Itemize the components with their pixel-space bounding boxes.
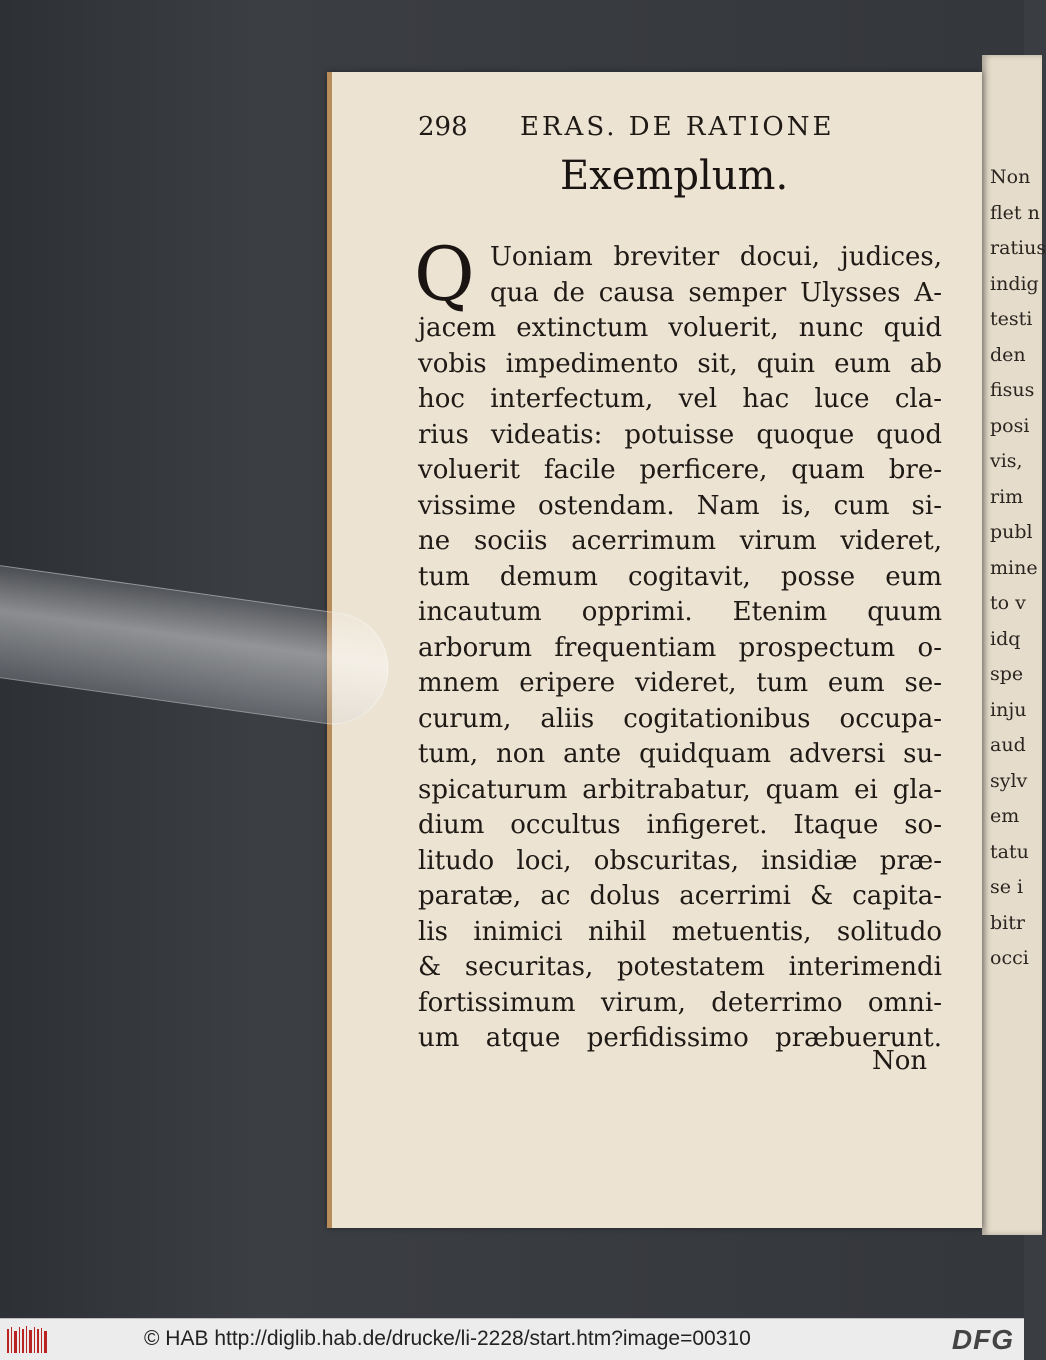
body-text bbox=[418, 240, 942, 1057]
next-page-fragment: testi bbox=[990, 308, 1033, 330]
text-line: jacem extinctum voluerit, nunc quid bbox=[418, 313, 942, 343]
next-page-fragment: sylv bbox=[990, 769, 1028, 792]
text-line: vissime ostendam. Nam is, cum si- bbox=[418, 490, 942, 521]
next-page-fragment: bitr bbox=[990, 911, 1025, 934]
library-barcode-icon bbox=[6, 1325, 48, 1355]
text-line: fortissimum virum, deterrimo omni- bbox=[418, 987, 942, 1018]
page-number: 298 bbox=[418, 112, 468, 142]
text-line: & securitas, potestatem interimendi bbox=[418, 952, 942, 982]
text-line: hoc interfectum, vel hac luce cla- bbox=[418, 384, 942, 414]
next-page-fragment: se i bbox=[990, 876, 1024, 898]
next-page-fragment: rim bbox=[990, 485, 1024, 508]
next-page-fragment: inju bbox=[990, 698, 1027, 721]
next-page-fragment: fisus bbox=[990, 379, 1035, 401]
next-page-fragment: mine bbox=[990, 556, 1038, 579]
next-page-fragment: vis, bbox=[990, 450, 1023, 472]
text-line: vobis impedimento sit, quin eum ab bbox=[418, 348, 942, 379]
next-page-fragment: em bbox=[990, 805, 1020, 827]
section-title: Exemplum. bbox=[560, 153, 789, 199]
text-line: voluerit facile perficere, quam bre- bbox=[418, 455, 942, 485]
text-line: Uoniam breviter docui, judices, bbox=[490, 242, 942, 272]
text-line: spicaturum arbitrabatur, quam ei gla- bbox=[418, 774, 942, 805]
text-line: ne sociis acerrimum virum videret, bbox=[418, 526, 942, 556]
next-page-fragment: indig bbox=[990, 272, 1039, 295]
next-page-fragment: aud bbox=[990, 734, 1026, 756]
next-page-fragment: ratius bbox=[990, 237, 1046, 259]
next-page-fragment: den bbox=[990, 343, 1026, 366]
next-page-fragment: Non bbox=[990, 166, 1031, 188]
next-page-fragment: spe bbox=[990, 663, 1024, 685]
text-line: tum, non ante quidquam adversi su- bbox=[418, 739, 942, 769]
text-line: arborum frequentiam prospectum o- bbox=[418, 632, 942, 663]
text-line: curum, aliis cogitationibus occupa- bbox=[418, 703, 942, 734]
text-line: litudo loci, obscuritas, insidiæ præ- bbox=[418, 845, 942, 876]
next-page-text bbox=[990, 160, 1046, 977]
footer-bar bbox=[0, 1318, 1024, 1360]
text-line: mnem eripere videret, tum eum se- bbox=[418, 668, 942, 698]
text-line: qua de causa semper Ulysses A- bbox=[490, 277, 942, 308]
text-line: tum demum cogitavit, posse eum bbox=[418, 561, 942, 592]
drop-cap: Q bbox=[414, 232, 475, 318]
copyright-text: © HAB http://diglib.hab.de/drucke/li-2228/start.htm?image=00310 bbox=[144, 1327, 751, 1350]
next-page-fragment: to v bbox=[990, 592, 1026, 614]
next-page-fragment: occi bbox=[990, 947, 1029, 969]
next-page-fragment: tatu bbox=[990, 840, 1029, 863]
next-page-fragment: idq bbox=[990, 627, 1021, 650]
next-page-fragment: flet n bbox=[990, 201, 1040, 224]
dfg-logo: DFG bbox=[951, 1324, 1014, 1355]
text-line: incautum opprimi. Etenim quum bbox=[418, 597, 942, 627]
catchword: Non bbox=[872, 1046, 928, 1076]
text-line: um atque perfidissimo præbuerunt. bbox=[418, 1023, 942, 1053]
text-line: dium occultus infigeret. Itaque so- bbox=[418, 810, 942, 840]
text-line: lis inimici nihil metuentis, solitudo bbox=[418, 916, 942, 947]
next-page-fragment: posi bbox=[990, 414, 1030, 437]
next-page-fragment: publ bbox=[990, 521, 1033, 543]
text-line: paratæ, ac dolus acerrimi & capita- bbox=[418, 881, 942, 911]
running-head: ERAS. DE RATIONE bbox=[520, 112, 835, 142]
text-line: rius videatis: potuisse quoque quod bbox=[418, 419, 942, 450]
